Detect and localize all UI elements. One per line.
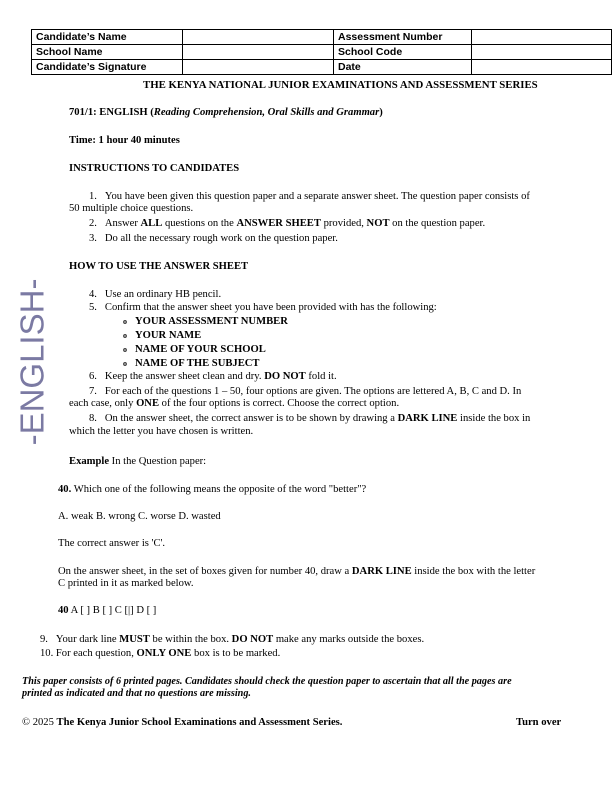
instruction-emphasis: DARK LINE [397,413,458,424]
instruction-text: on the question paper. [389,218,486,229]
instruction-item-1: 1. You have been given this question paper and a separate answer sheet. The question paper consists of [89,191,530,202]
instruction-emphasis: ANSWER SHEET [236,218,321,229]
table-row [32,60,612,75]
paper-subtitle: Reading Comprehension, Oral Skills and Grammar [153,107,380,118]
copyright-symbol: © 2025 [22,717,57,728]
example-intro [69,456,206,468]
paper-title [69,107,383,119]
list-item [123,316,288,328]
bullet-icon: o [123,317,127,326]
copyright-text: The Kenya Junior School Examinations and Assessment Series. [56,717,343,728]
instruction-text: make any marks outside the boxes. [273,634,425,645]
candidate-name-label: Candidate’s Name [32,30,183,45]
instruction-emphasis: ONE [136,398,160,409]
example-explanation-cont: C printed in it as marked below. [58,578,194,589]
date-label: Date [334,60,472,75]
instruction-text: Use an ordinary HB pencil. [104,289,222,300]
instruction-emphasis: ONLY ONE [136,648,192,659]
instruction-text: For each of the questions 1 – 50, four options are given. The options are lettered A, B, C and D. In [104,386,522,397]
table-row [32,30,612,45]
instruction-text: Confirm that the answer sheet you have been provided with has the following: [104,302,437,313]
time-allowed: Time: 1 hour 40 minutes [69,135,180,146]
instruction-item-1-text: You have been given this question paper and a separate answer sheet. The question paper consists of [104,191,530,202]
candidate-details-table [31,29,612,75]
watermark-graphic [13,262,51,462]
page-count-notice: This paper consists of 6 printed pages. Candidates should check the question paper to ascertain that all the pages are [22,676,512,687]
paper-title-close: ) [379,107,383,118]
instruction-item-3: 3. Do all the necessary rough work on the question paper. [89,233,338,244]
turn-over-label: Turn over [516,717,562,728]
instruction-text: provided, [320,218,367,229]
answer-sheet-item-5: 5. Confirm that the answer sheet you have been provided with has the following: [89,302,437,313]
answer-sheet-item-7-cont [69,398,399,410]
example-label: Example [69,456,110,467]
sub-item-label: NAME OF YOUR SCHOOL [135,344,266,355]
sub-item-label: NAME OF THE SUBJECT [135,358,260,369]
marking-boxes: A [ ] B [ ] C [|] D [ ] [68,605,157,616]
answer-sheet-item-4: 4. Use an ordinary HB pencil. [89,289,222,300]
example-question [58,484,366,496]
answer-sheet-item-7: 7. For each of the questions 1 – 50, four options are given. The options are lettered A, B, C and D. In [89,386,522,397]
instruction-text: inside the box in [457,413,531,424]
instruction-text: each case, only [69,398,137,409]
watermark-text: -ENGLISH- [13,278,51,446]
final-item-9: 9. Your dark line MUST be within the box. DO NOT make any marks outside the boxes. [40,634,425,645]
instruction-emphasis: DARK LINE [351,566,412,577]
instruction-text: Do all the necessary rough work on the question paper. [104,233,338,244]
bullet-icon: o [123,331,127,340]
page-count-notice-cont: printed as indicated and that no questions are missing. [22,688,251,699]
instruction-text: fold it. [305,371,337,382]
instruction-item-2: 2. Answer ALL questions on the ANSWER SHEET provided, NOT on the question paper. [89,218,486,229]
candidate-signature-field[interactable] [183,60,334,75]
instruction-text: For each question, [55,648,137,659]
candidate-signature-label: Candidate’s Signature [32,60,183,75]
instruction-item-1-cont: 50 multiple choice questions. [69,203,194,214]
example-explanation [58,566,535,578]
school-code-label: School Code [334,45,472,60]
bullet-icon: o [123,359,127,368]
example-marking [58,605,156,617]
instruction-text: On the answer sheet, in the set of boxes given for number 40, draw a [58,566,352,577]
instruction-emphasis: DO NOT [231,634,274,645]
instruction-text: Answer [104,218,141,229]
answer-sheet-item-6: 6. Keep the answer sheet clean and dry. DO NOT fold it. [89,371,337,382]
series-title: THE KENYA NATIONAL JUNIOR EXAMINATIONS AND ASSESSMENT SERIES [143,79,538,91]
answer-sheet-heading: HOW TO USE THE ANSWER SHEET [69,261,249,272]
answer-sheet-item-8: 8. On the answer sheet, the correct answer is to be shown by drawing a DARK LINE inside the box in [89,413,531,424]
instruction-emphasis: MUST [119,634,150,645]
list-item [123,330,201,342]
instruction-emphasis: DO NOT [264,371,306,382]
instruction-emphasis: NOT [366,218,390,229]
example-correct-answer: The correct answer is 'C'. [58,538,166,549]
school-code-field[interactable] [472,45,612,60]
example-intro-text: In the Question paper: [109,456,207,467]
instruction-text: box is to be marked. [191,648,281,659]
answer-sheet-item-8-cont: which the letter you have chosen is written. [69,426,254,437]
paper-code: 701/1: ENGLISH ( [69,107,154,118]
instruction-text: questions on the [162,218,237,229]
instruction-emphasis: ALL [140,218,163,229]
instruction-text: Your dark line [55,634,120,645]
sub-item-label: YOUR ASSESSMENT NUMBER [135,316,288,327]
instruction-text: of the four options is correct. Choose the correct option. [159,398,400,409]
instruction-text: Keep the answer sheet clean and dry. [104,371,265,382]
list-item [123,344,266,356]
table-row [32,45,612,60]
school-name-field[interactable] [183,45,334,60]
school-name-label: School Name [32,45,183,60]
instructions-heading: INSTRUCTIONS TO CANDIDATES [69,163,240,174]
assessment-number-field[interactable] [472,30,612,45]
example-options: A. weak B. wrong C. worse D. wasted [58,511,221,522]
instruction-text: On the answer sheet, the correct answer is to be shown by drawing a [104,413,398,424]
question-text: Which one of the following means the opposite of the word "better"? [71,484,367,495]
copyright-footer [22,717,342,729]
date-field[interactable] [472,60,612,75]
marking-number: 40 [58,605,69,616]
subject-watermark [13,262,51,462]
sub-item-label: YOUR NAME [135,330,202,341]
instruction-text: inside the box with the letter [411,566,536,577]
question-number: 40. [58,484,72,495]
list-item [123,358,260,370]
bullet-icon: o [123,345,127,354]
final-item-10: 10. For each question, ONLY ONE box is to be marked. [40,648,281,659]
assessment-number-label: Assessment Number [334,30,472,45]
instruction-text: be within the box. [149,634,232,645]
candidate-name-field[interactable] [183,30,334,45]
